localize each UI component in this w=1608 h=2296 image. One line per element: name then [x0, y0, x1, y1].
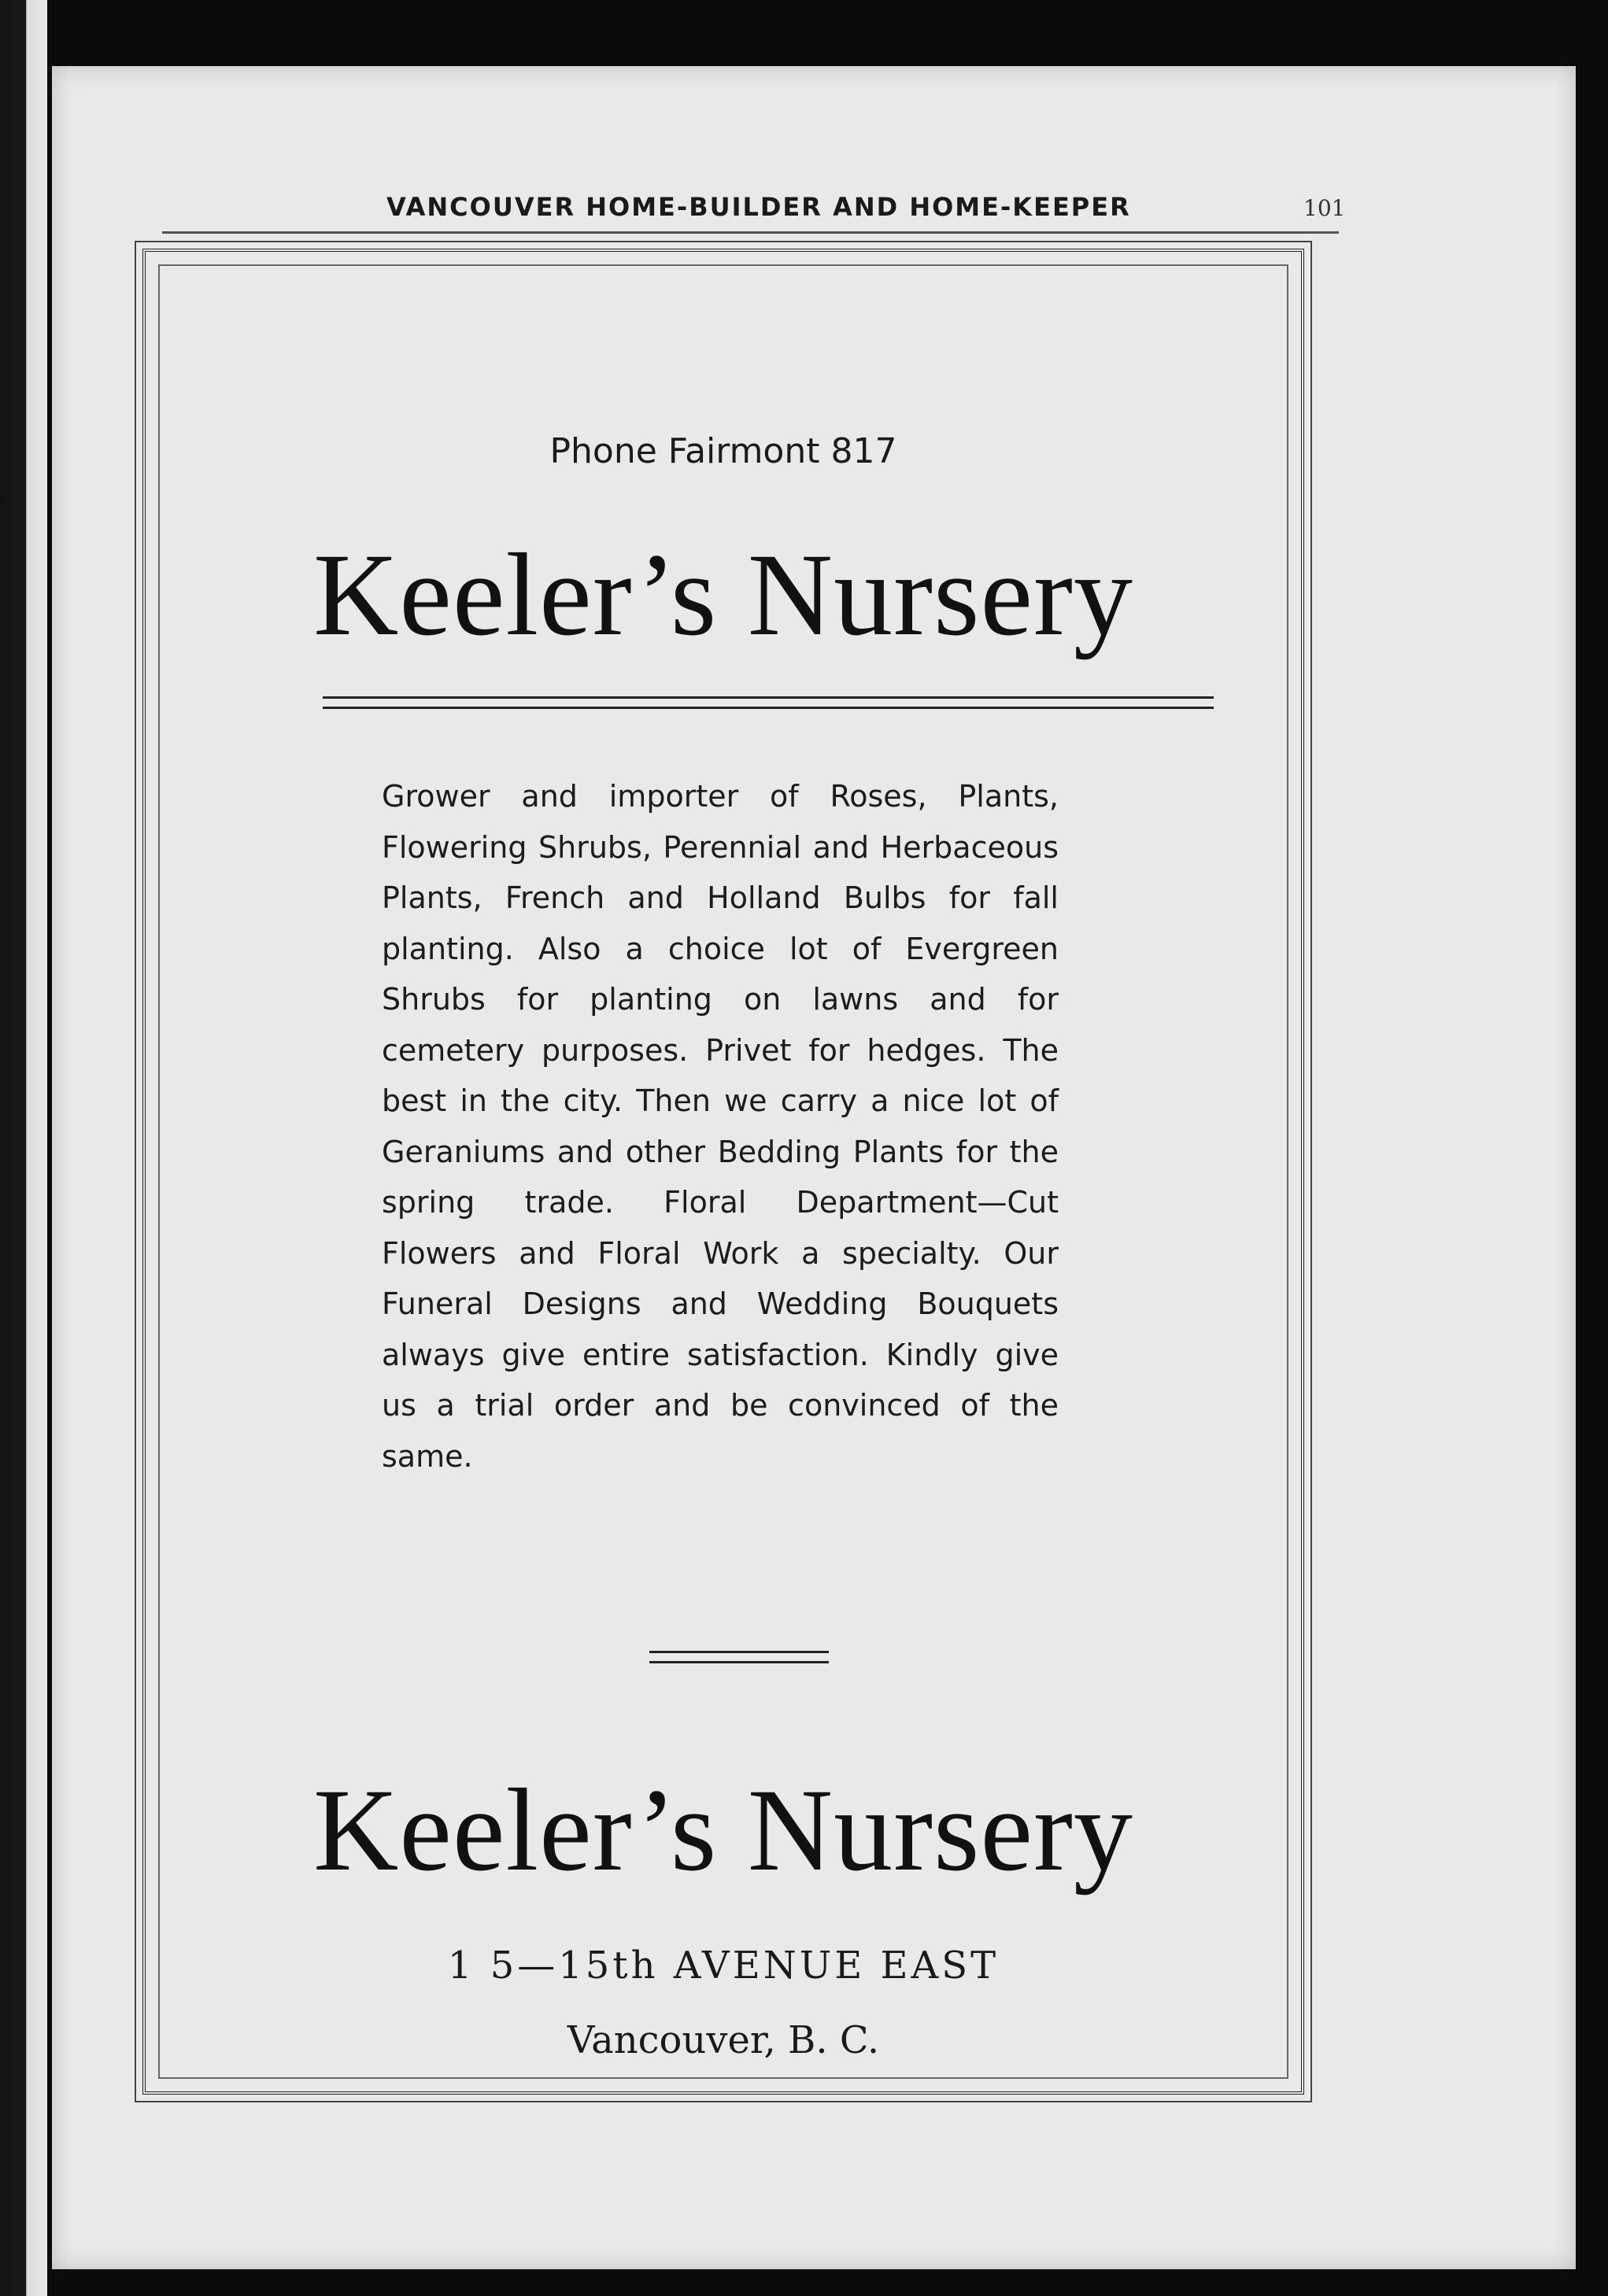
section-divider — [649, 1651, 829, 1663]
running-head: VANCOUVER HOME-BUILDER AND HOME-KEEPER — [386, 192, 1131, 222]
phone-line: Phone Fairmont 817 — [549, 431, 897, 471]
magazine-page — [52, 66, 1576, 2269]
ad-body-text: Grower and importer of Roses, Plants, Flowering Shrubs, Perennial and Herbaceous Plants, French and Holland Bulbs for fall planting. Also a choice lot of Evergreen Shrubs for planting on lawns and for cemetery purposes. Privet for hedges. The best in the city. Then we carry a nice lot of Geraniums and other Bedding Plants for the spring trade. Floral Department—Cut Flowers and Floral Work a specialty. Our Funeral Designs and Wedding Bouquets always give entire satisfaction. Kindly give us a trial order and be convinced of the same. — [382, 779, 1059, 1474]
advertisement-frame — [142, 249, 1304, 2095]
city-line: Vancouver, B. C. — [567, 2018, 880, 2062]
page-header — [162, 192, 1346, 239]
header-rule — [162, 231, 1339, 234]
street-address: 1 5—15th AVENUE EAST — [447, 1943, 1000, 1988]
ad-title-bottom: Keeler’s Nursery — [313, 1765, 1133, 1895]
page-number: 101 — [1303, 195, 1346, 221]
title-double-rule — [323, 696, 1214, 709]
facing-page-edge — [0, 0, 47, 2296]
ad-title: Keeler’s Nursery — [313, 530, 1133, 660]
